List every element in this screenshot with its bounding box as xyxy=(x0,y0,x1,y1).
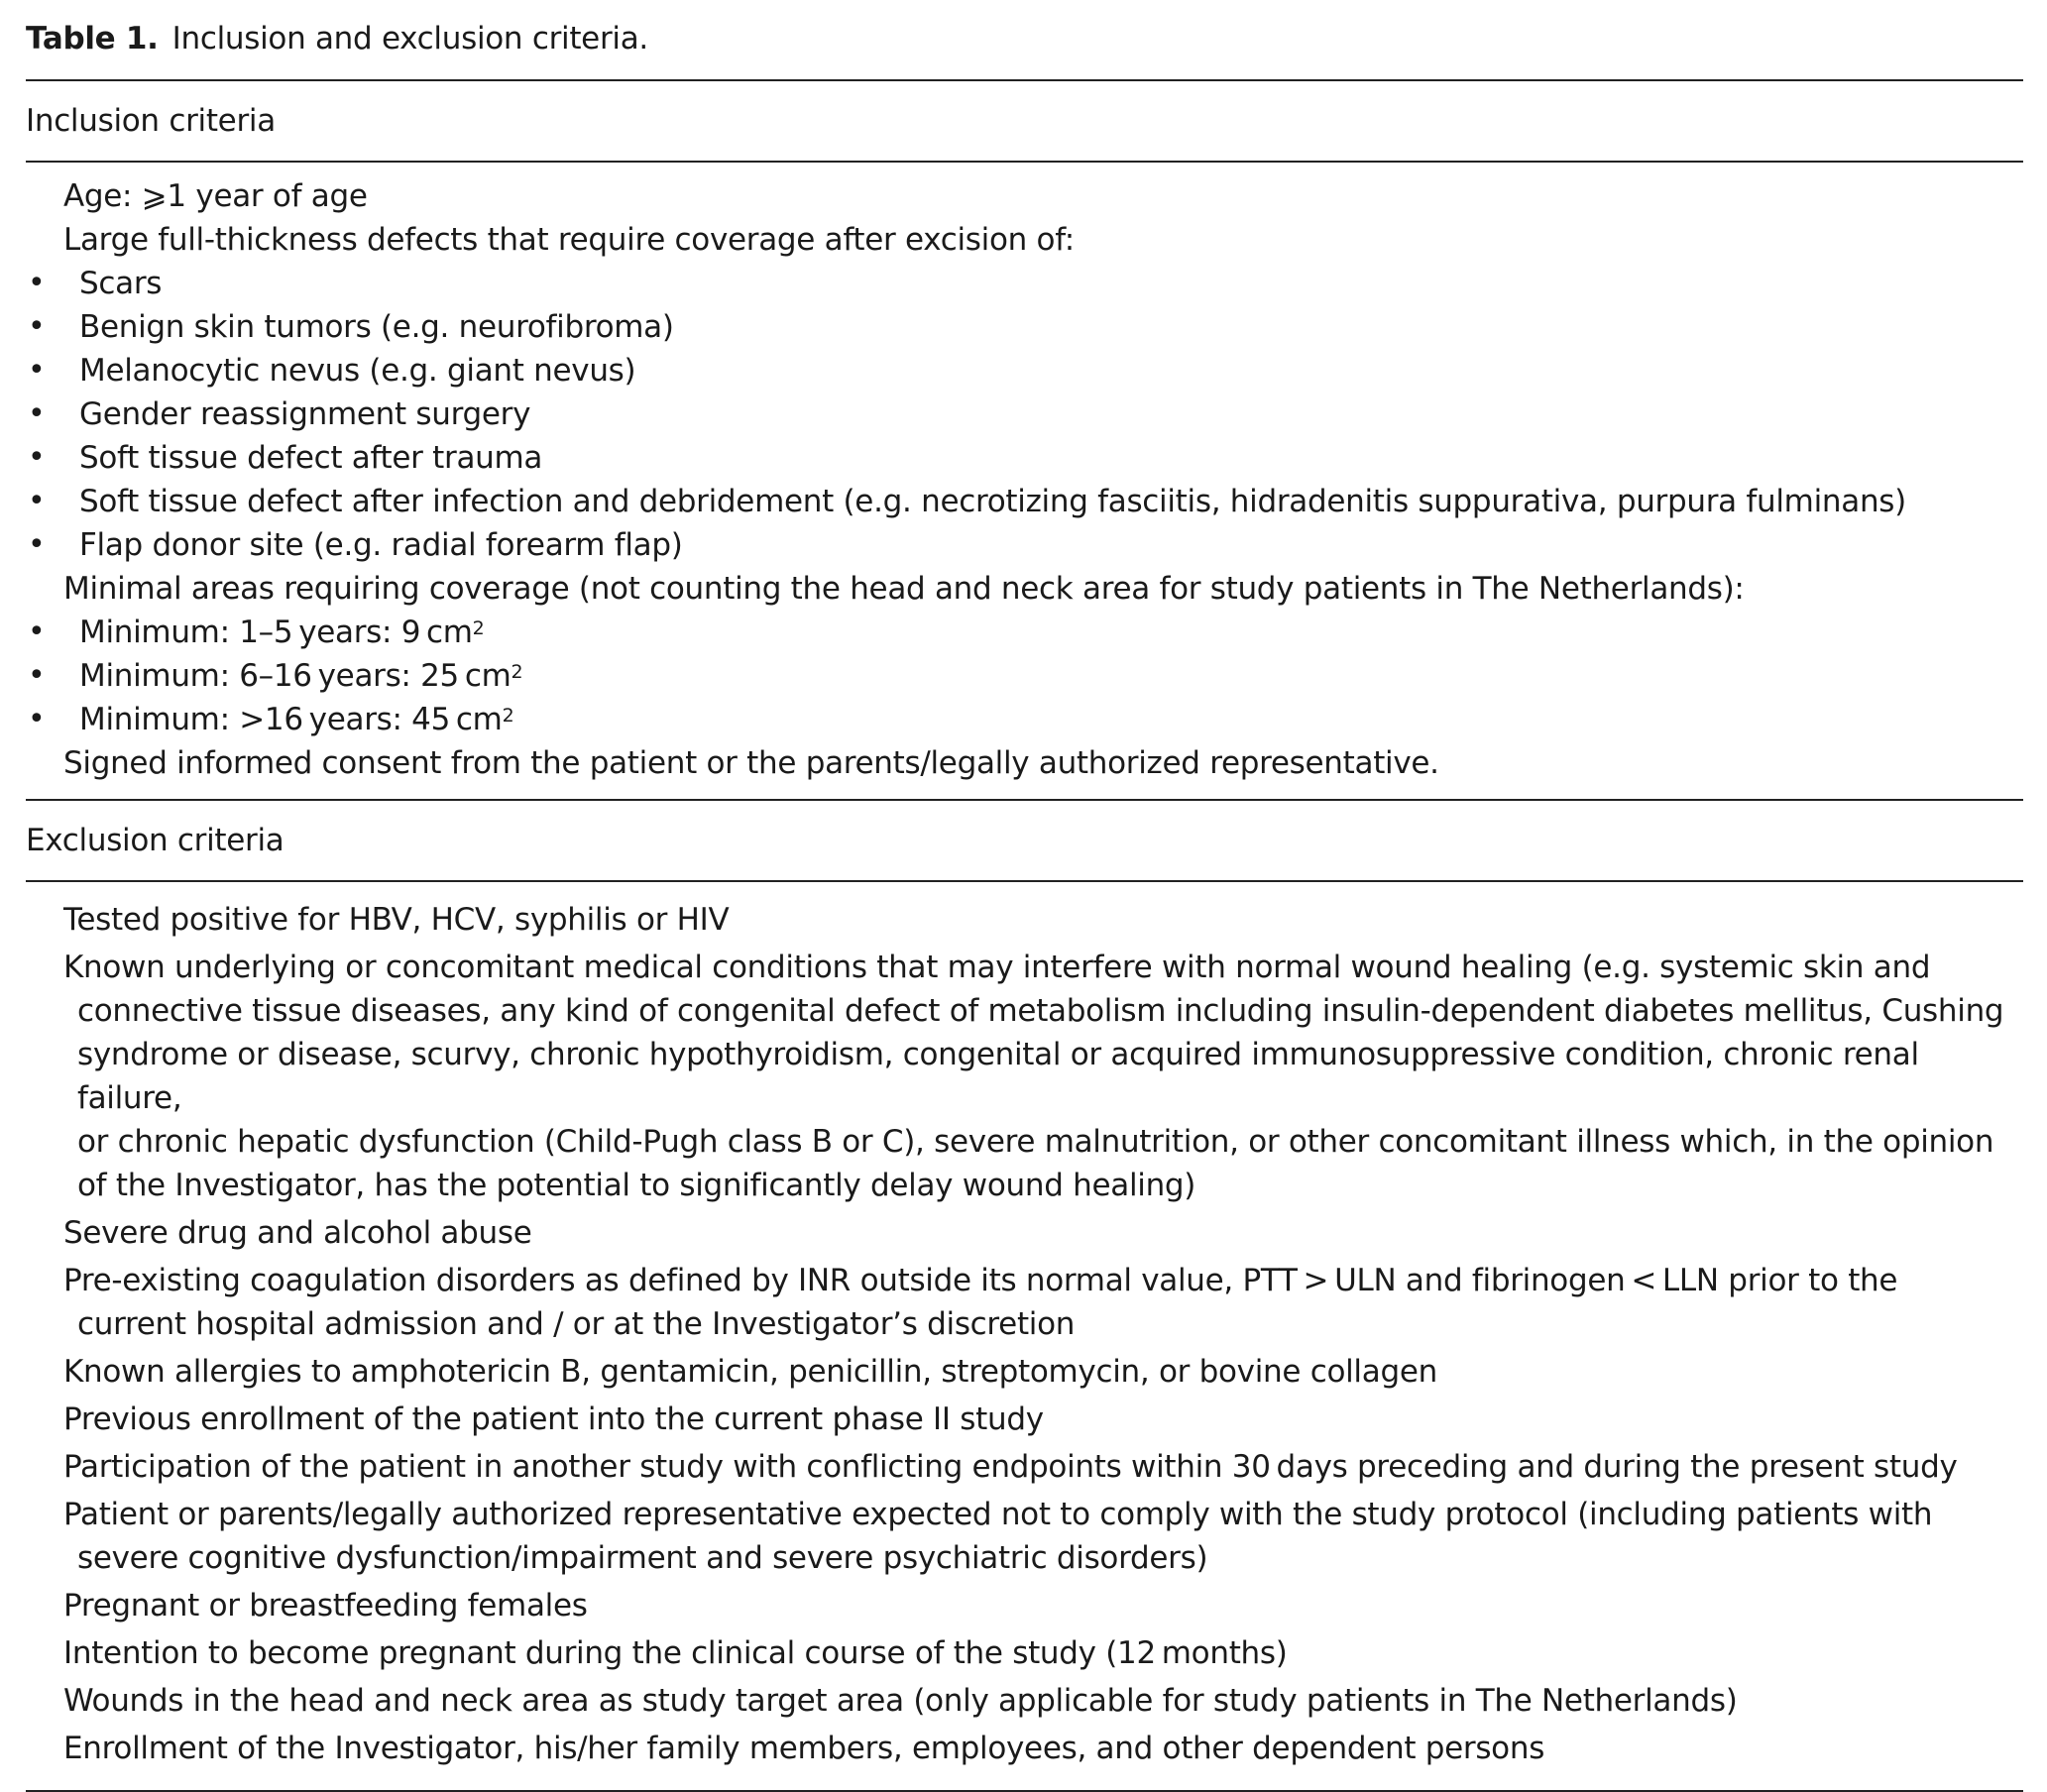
exclusion-body xyxy=(26,882,2021,1790)
table-label: Table 1. xyxy=(26,21,159,56)
inclusion-body xyxy=(26,163,2021,799)
exclusion-line: Pregnant or breastfeeding females xyxy=(63,1588,588,1624)
exclusion-item xyxy=(26,1398,2021,1441)
exclusion-line: Pre-existing coagulation disorders as defined by INR outside its normal value, PTT > ULN and fibrinogen < LLN prior to the xyxy=(63,1263,1898,1298)
exclusion-line: Known underlying or concomitant medical conditions that may interfere with normal wound healing (e.g. systemic skin and xyxy=(63,950,1931,985)
exclusion-line: Previous enrollment of the patient into the current phase II study xyxy=(63,1401,1044,1437)
exclusion-item xyxy=(26,1727,2021,1770)
defect-item: • Melanocytic nevus (e.g. giant nevus) xyxy=(26,349,2021,392)
defect-item: • Gender reassignment surgery xyxy=(26,392,2021,436)
exclusion-line: current hospital admission and / or at the Investigator’s discretion xyxy=(77,1306,1076,1342)
exclusion-line: Known allergies to amphotericin B, gentamicin, penicillin, streptomycin, or bovine collagen xyxy=(63,1354,1437,1390)
area-item xyxy=(26,698,2021,741)
inclusion-areas-intro: Minimal areas requiring coverage (not counting the head and neck area for study patients in The Netherlands): xyxy=(63,571,1745,607)
exclusion-heading: Exclusion criteria xyxy=(26,823,284,858)
exclusion-line: Tested positive for HBV, HCV, syphilis or HIV xyxy=(63,902,730,938)
exclusion-line: or chronic hepatic dysfunction (Child-Pugh class B or C), severe malnutrition, or other concomitant illness which, in the opinion xyxy=(77,1124,1994,1160)
exclusion-line: Enrollment of the Investigator, his/her family members, employees, and other dependent persons xyxy=(63,1731,1545,1766)
table-caption xyxy=(26,14,2021,63)
exclusion-line: severe cognitive dysfunction/impairment and severe psychiatric disorders) xyxy=(77,1540,1208,1576)
exclusion-item xyxy=(26,946,2021,1207)
area-text: Minimum: 1–5 years: 9 cm xyxy=(79,615,473,650)
exclusion-item xyxy=(26,1631,2021,1675)
exclusion-item xyxy=(26,1679,2021,1723)
area-text: Minimum: 6–16 years: 25 cm xyxy=(79,658,512,694)
exclusion-item xyxy=(26,1350,2021,1394)
defect-item: • Flap donor site (e.g. radial forearm flap) xyxy=(26,523,2021,567)
area-text: Minimum: >16 years: 45 cm xyxy=(79,702,503,737)
inclusion-consent: Signed informed consent from the patient or the parents/legally authorized representative. xyxy=(63,745,1439,781)
exclusion-line: syndrome or disease, scurvy, chronic hypothyroidism, congenital or acquired immunosuppressive condition, chronic renal failure, xyxy=(77,1037,1919,1116)
inclusion-age: Age: ⩾1 year of age xyxy=(63,178,368,214)
exclusion-line: Wounds in the head and neck area as study target area (only applicable for study patients in The Netherlands) xyxy=(63,1683,1738,1719)
area-item xyxy=(26,654,2021,698)
exclusion-line: Intention to become pregnant during the clinical course of the study (12 months) xyxy=(63,1635,1288,1671)
exclusion-item xyxy=(26,1445,2021,1489)
exclusion-item xyxy=(26,1259,2021,1346)
inclusion-defects-intro: Large full-thickness defects that require coverage after excision of: xyxy=(63,222,1075,258)
area-sup: 2 xyxy=(511,661,523,683)
defect-item: • Scars xyxy=(26,262,2021,305)
exclusion-line: of the Investigator, has the potential to significantly delay wound healing) xyxy=(77,1168,1196,1203)
exclusion-item xyxy=(26,1211,2021,1255)
exclusion-line: Severe drug and alcohol abuse xyxy=(63,1215,532,1251)
table-title: Inclusion and exclusion criteria. xyxy=(171,21,648,56)
area-sup: 2 xyxy=(502,705,514,727)
area-sup: 2 xyxy=(472,617,485,639)
exclusion-item xyxy=(26,1493,2021,1580)
inclusion-heading: Inclusion criteria xyxy=(26,103,276,139)
exclusion-line: Patient or parents/legally authorized representative expected not to comply with the study protocol (including patients with xyxy=(63,1497,1933,1532)
defect-item: • Soft tissue defect after infection and debridement (e.g. necrotizing fasciitis, hidradenitis suppurativa, purpura fulminans) xyxy=(26,480,2021,523)
exclusion-line: connective tissue diseases, any kind of congenital defect of metabolism including insulin-dependent diabetes mellitus, Cushing xyxy=(77,993,2004,1029)
defect-item: • Benign skin tumors (e.g. neurofibroma) xyxy=(26,305,2021,349)
exclusion-item xyxy=(26,1584,2021,1627)
exclusion-item xyxy=(26,898,2021,942)
area-item xyxy=(26,611,2021,654)
exclusion-line: Participation of the patient in another study with conflicting endpoints within 30 days preceding and during the present study xyxy=(63,1449,1958,1485)
defect-item: • Soft tissue defect after trauma xyxy=(26,436,2021,480)
